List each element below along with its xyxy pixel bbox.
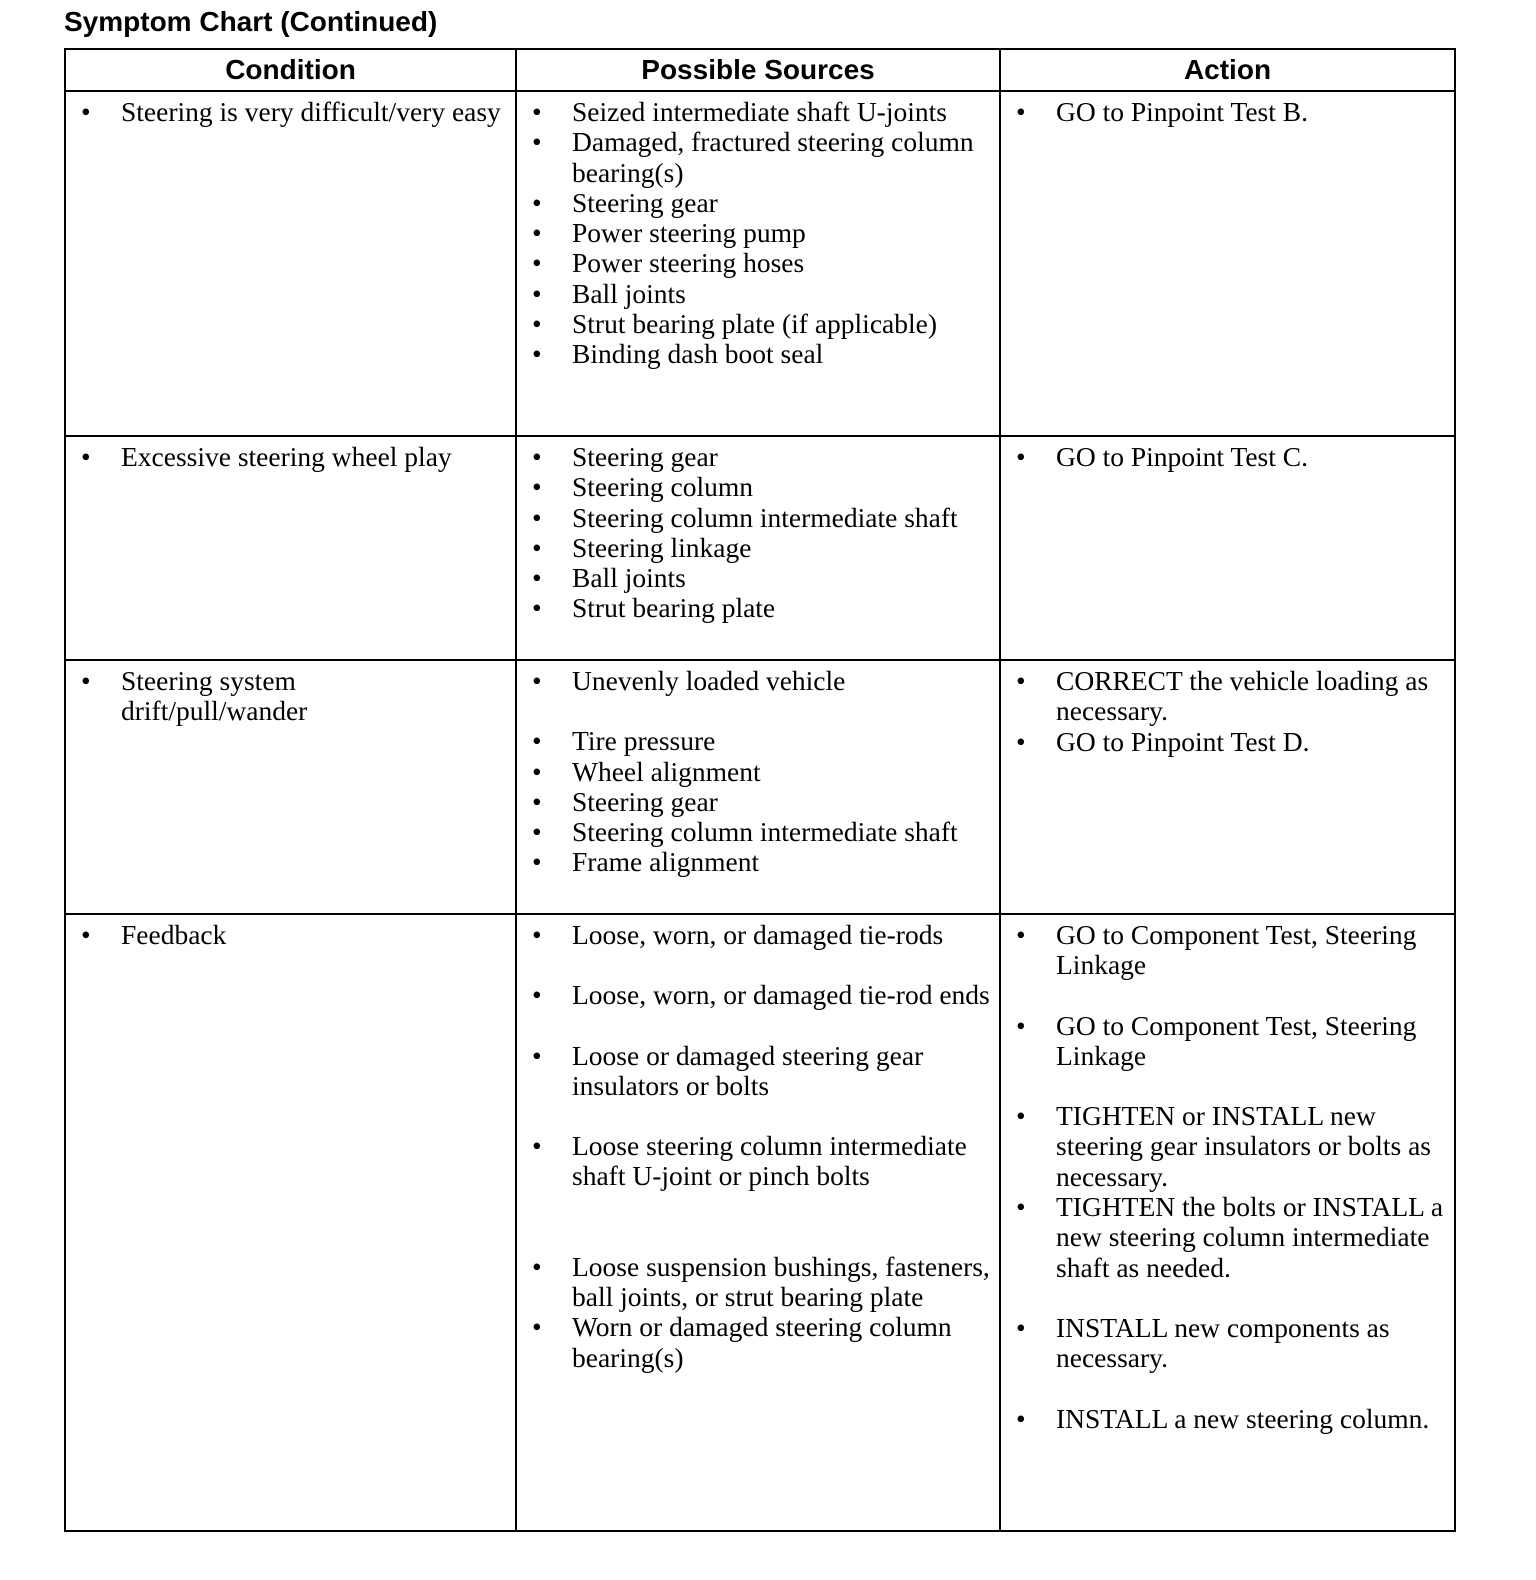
action-item: • TIGHTEN the bolts or INSTALL a new steering column intermediate shaft as needed.: [1001, 1192, 1446, 1283]
source-item: • Steering column: [517, 472, 991, 502]
condition-cell: [65, 91, 516, 436]
source-item: • Unevenly loaded vehicle: [517, 666, 991, 696]
header-row: [65, 49, 1455, 91]
source-item: • Loose, worn, or damaged tie-rods: [517, 920, 991, 950]
source-item: • Strut bearing plate (if applicable): [517, 309, 991, 339]
table-row: [65, 436, 1455, 660]
sources-cell: [516, 660, 1000, 914]
column-header-condition: Condition: [65, 49, 516, 91]
source-item: • Ball joints: [517, 563, 991, 593]
condition-cell: [65, 436, 516, 660]
table-row: [65, 91, 1455, 436]
action-item: • GO to Pinpoint Test B.: [1001, 97, 1446, 127]
column-header-action: Action: [1000, 49, 1455, 91]
condition-cell: [65, 914, 516, 1531]
condition-item: • Feedback: [66, 920, 507, 950]
sources-cell: [516, 91, 1000, 436]
action-cell: [1000, 91, 1455, 436]
column-header-possible-sources: Possible Sources: [516, 49, 1000, 91]
action-item: • INSTALL a new steering column.: [1001, 1404, 1446, 1434]
source-item: • Damaged, fractured steering column bearing(s): [517, 127, 991, 188]
condition-item: • Steering system drift/pull/wander: [66, 666, 507, 727]
action-cell: [1000, 660, 1455, 914]
action-item: • GO to Component Test, Steering Linkage: [1001, 920, 1446, 981]
sources-cell: [516, 914, 1000, 1531]
source-item: • Strut bearing plate: [517, 593, 991, 623]
source-item: • Tire pressure: [517, 726, 991, 756]
source-item: • Loose or damaged steering gear insulators or bolts: [517, 1041, 991, 1102]
source-item: • Wheel alignment: [517, 757, 991, 787]
source-item: • Steering linkage: [517, 533, 991, 563]
source-item: • Ball joints: [517, 279, 991, 309]
condition-item: • Steering is very difficult/very easy: [66, 97, 507, 127]
source-item: • Power steering hoses: [517, 248, 991, 278]
action-item: • GO to Pinpoint Test D.: [1001, 727, 1446, 757]
table-row: [65, 660, 1455, 914]
action-cell: [1000, 436, 1455, 660]
source-item: • Loose steering column intermediate shaft U-joint or pinch bolts: [517, 1131, 991, 1192]
action-item: • GO to Pinpoint Test C.: [1001, 442, 1446, 472]
source-item: • Worn or damaged steering column bearing(s): [517, 1312, 991, 1373]
table-row: [65, 914, 1455, 1531]
action-cell: [1000, 914, 1455, 1531]
source-item: • Steering gear: [517, 787, 991, 817]
source-item: • Power steering pump: [517, 218, 991, 248]
action-item: • TIGHTEN or INSTALL new steering gear insulators or bolts as necessary.: [1001, 1101, 1446, 1192]
source-item: • Loose suspension bushings, fasteners, ball joints, or strut bearing plate: [517, 1252, 991, 1313]
action-item: • INSTALL new components as necessary.: [1001, 1313, 1446, 1374]
action-item: • GO to Component Test, Steering Linkage: [1001, 1011, 1446, 1072]
condition-item: • Excessive steering wheel play: [66, 442, 507, 472]
action-item: • CORRECT the vehicle loading as necessary.: [1001, 666, 1446, 727]
symptom-chart-table: [64, 48, 1456, 1532]
source-item: • Loose, worn, or damaged tie-rod ends: [517, 980, 991, 1010]
source-item: • Steering column intermediate shaft: [517, 817, 991, 847]
source-item: • Steering gear: [517, 442, 991, 472]
source-item: • Seized intermediate shaft U-joints: [517, 97, 991, 127]
condition-cell: [65, 660, 516, 914]
source-item: • Steering column intermediate shaft: [517, 503, 991, 533]
source-item: • Binding dash boot seal: [517, 339, 991, 369]
page-title: Symptom Chart (Continued): [64, 6, 438, 37]
sources-cell: [516, 436, 1000, 660]
source-item: • Frame alignment: [517, 847, 991, 877]
source-item: • Steering gear: [517, 188, 991, 218]
